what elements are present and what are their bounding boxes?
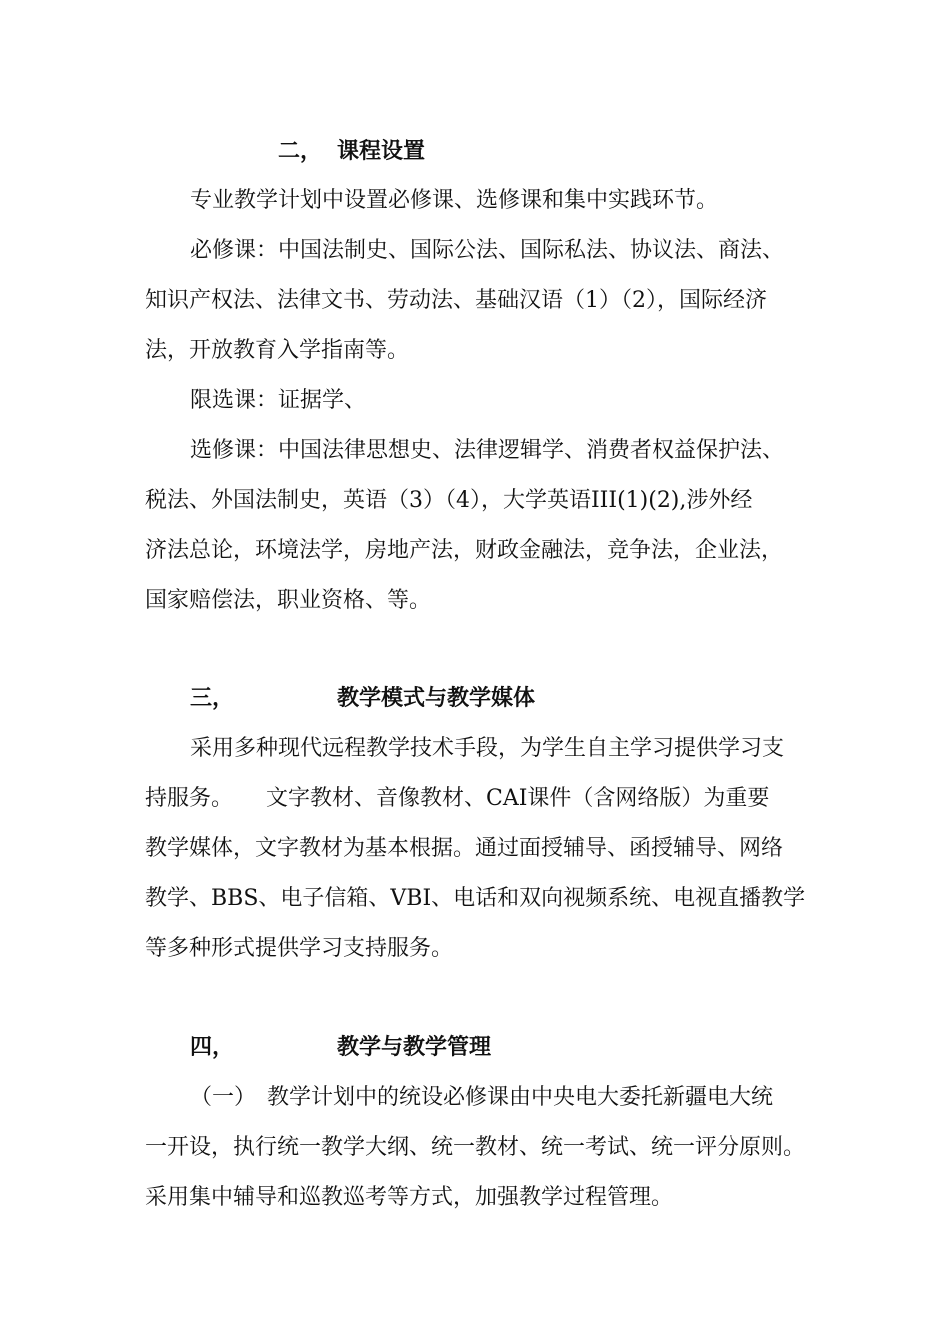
paragraph-line: 税法、外国法制史，英语（3）（4），大学英语III(1)(2),涉外经 [145,488,753,513]
section-3-title: 教学模式与教学媒体 [337,686,536,711]
paragraph-line: 持服务。 文字教材、音像教材、CAI课件（含网络版）为重要 [145,786,770,811]
paragraph-line: 等多种形式提供学习支持服务。 [145,936,454,961]
paragraph-line: 采用集中辅导和巡教巡考等方式，加强教学过程管理。 [145,1185,674,1210]
paragraph-line: 专业教学计划中设置必修课、选修课和集中实践环节。 [190,188,719,213]
section-3-number: 三， [190,686,235,711]
paragraph-line: 教学、BBS、电子信箱、VBI、电话和双向视频系统、电视直播教学 [145,886,806,911]
paragraph-line: （一） 教学计划中的统设必修课由中央电大委托新疆电大统 [190,1085,774,1110]
section-4-title: 教学与教学管理 [337,1035,492,1060]
paragraph-line: 选修课：中国法律思想史、法律逻辑学、消费者权益保护法、 [190,438,785,463]
paragraph-line: 国家赔偿法，职业资格、等。 [145,588,432,613]
section-4-number: 四， [190,1035,235,1060]
section-2-number: 二， [278,139,323,164]
paragraph-line: 采用多种现代远程教学技术手段，为学生自主学习提供学习支 [190,736,785,761]
paragraph-line: 法，开放教育入学指南等。 [145,338,410,363]
paragraph-line: 济法总论，环境法学，房地产法，财政金融法，竞争法，企业法， [145,538,784,563]
paragraph-line: 一开设，执行统一教学大纲、统一教材、统一考试、统一评分原则。 [145,1135,806,1160]
paragraph-line: 必修课：中国法制史、国际公法、国际私法、协议法、商法、 [190,238,785,263]
paragraph-line: 限选课：证据学、 [190,388,367,413]
paragraph-line: 知识产权法、法律文书、劳动法、基础汉语（1）（2），国际经济 [145,288,767,313]
section-2-title: 课程设置 [337,139,426,164]
paragraph-line: 教学媒体，文字教材为基本根据。通过面授辅导、函授辅导、网络 [145,836,784,861]
